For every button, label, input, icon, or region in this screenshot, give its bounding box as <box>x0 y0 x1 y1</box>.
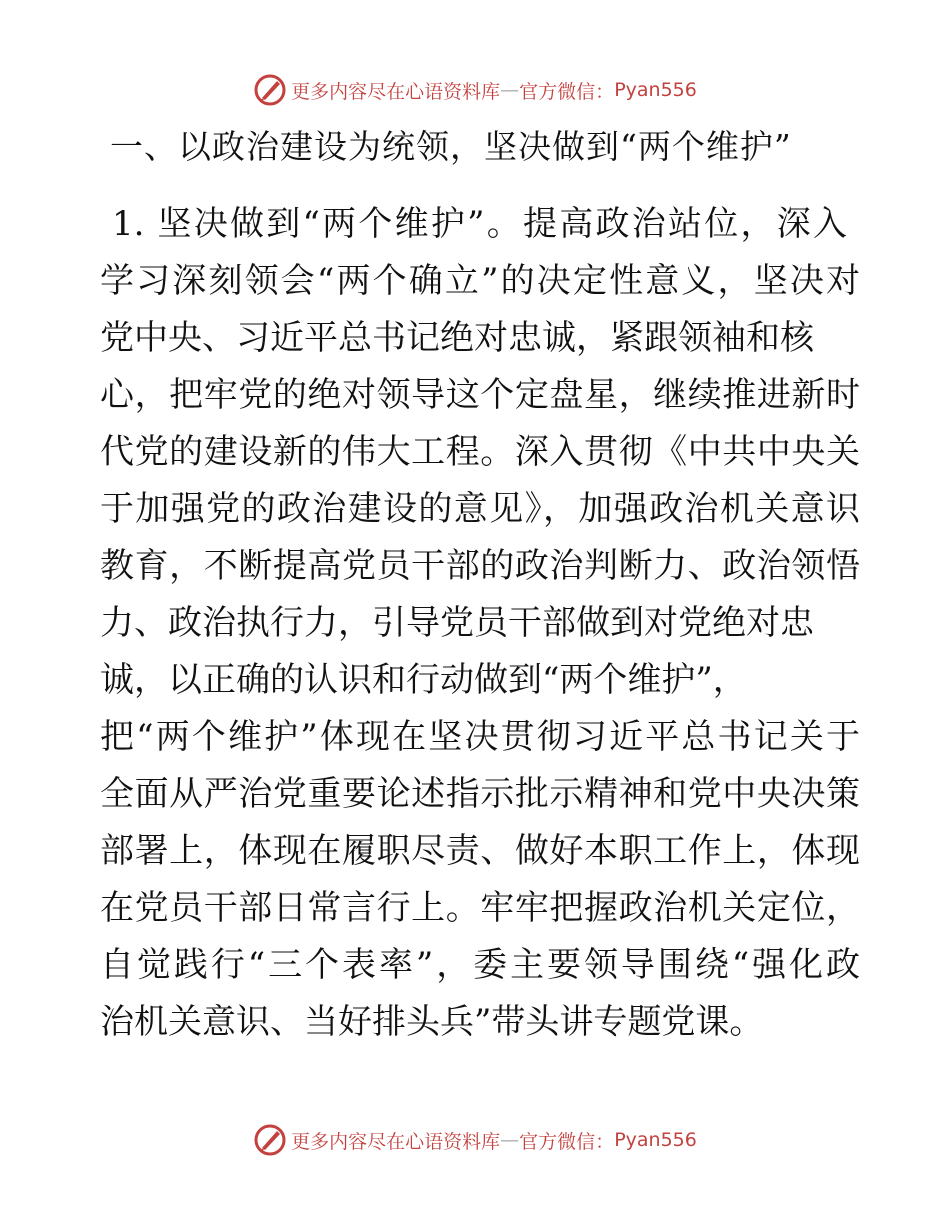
paragraph-line: 治机关意识、当好排头兵”带头讲专题党课。 <box>100 1002 764 1042</box>
watermark-footer <box>0 1120 950 1160</box>
quill-logo-icon <box>253 1123 287 1157</box>
watermark-brand: 更多内容尽在心语资料库 <box>291 1130 501 1153</box>
paragraph-line: 把“两个维护”体现在坚决贯彻习近平总书记关于 <box>100 717 860 757</box>
watermark-id: Pyan556 <box>614 79 697 101</box>
paragraph-line: 在党员干部日常言行上。牢牢把握政治机关定位， <box>100 888 860 928</box>
watermark-dash: — <box>500 79 520 101</box>
paragraph-line: 学习深刻领会“两个确立”的决定性意义，坚决对 <box>100 261 860 301</box>
paragraph-line: 自觉践行“三个表率”，委主要领导围绕“强化政 <box>100 945 860 985</box>
paragraph-line: 代党的建设新的伟大工程。深入贯彻《中共中央关 <box>100 432 860 472</box>
watermark-separator: ： <box>595 1130 615 1153</box>
paragraph-line: 党中央、习近平总书记绝对忠诚，紧跟领袖和核 <box>100 318 814 358</box>
watermark-separator: ： <box>595 80 615 103</box>
paragraph-line: 心，把牢党的绝对领导这个定盘星，继续推进新时 <box>100 375 860 415</box>
watermark-dash: — <box>500 1129 520 1151</box>
watermark-header <box>0 70 950 110</box>
watermark-official: 官方微信 <box>519 1130 596 1153</box>
paragraph-line: 力、政治执行力，引导党员干部做到对党绝对忠 <box>100 603 814 643</box>
paragraph-line: 于加强党的政治建设的意见》，加强政治机关意识 <box>100 489 860 529</box>
paragraph-line: 1. 坚决做到“两个维护”。提高政治站位，深入 <box>112 204 847 244</box>
watermark-id: Pyan556 <box>614 1129 697 1151</box>
watermark-brand: 更多内容尽在心语资料库 <box>291 80 501 103</box>
watermark-official: 官方微信 <box>519 80 596 103</box>
paragraph-line: 部署上，体现在履职尽责、做好本职工作上，体现 <box>100 831 860 871</box>
paragraph-line: 教育，不断提高党员干部的政治判断力、政治领悟 <box>100 546 860 586</box>
quill-logo-icon <box>253 73 287 107</box>
paragraph-line: 诚，以正确的认识和行动做到“两个维护”， <box>100 660 747 700</box>
section-heading: 一、以政治建设为统领，坚决做到“两个维护” <box>110 127 792 166</box>
paragraph-line: 全面从严治党重要论述指示批示精神和党中央决策 <box>100 774 860 814</box>
